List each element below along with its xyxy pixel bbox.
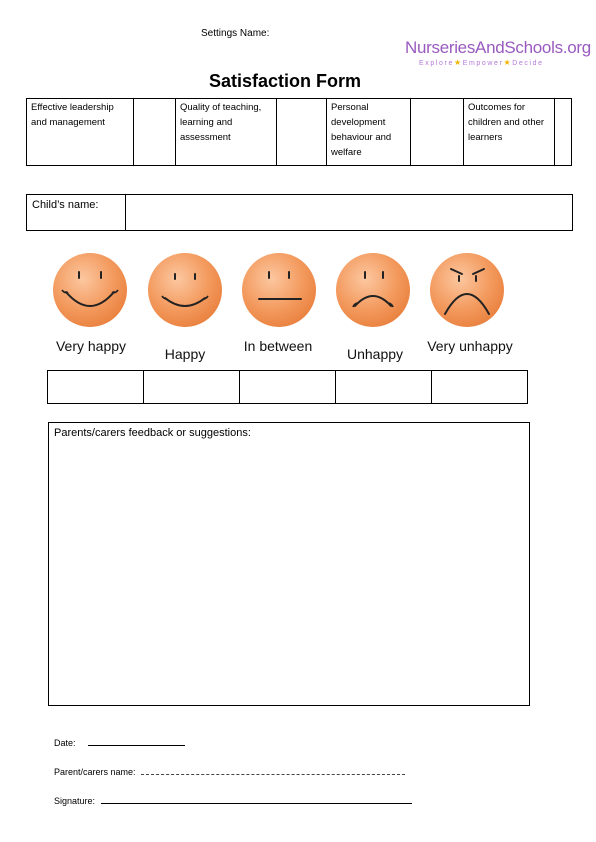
happy-face-icon	[147, 252, 223, 328]
logo-tagline: Explore★Empower★Decide	[419, 58, 544, 67]
star-icon: ★	[453, 58, 463, 67]
child-name-label: Child’s name:	[32, 199, 99, 211]
category-label: Personal development behaviour and welfare	[327, 99, 411, 166]
rating-label-happy: Happy	[164, 346, 206, 362]
feedback-field[interactable]	[48, 422, 530, 706]
category-checkbox[interactable]	[555, 99, 572, 166]
star-icon: ★	[503, 58, 513, 67]
rating-label-very-happy: Very happy	[55, 338, 127, 354]
parent-name-field[interactable]	[54, 766, 405, 777]
rating-label-very-unhappy: Very unhappy	[427, 338, 513, 354]
feedback-label: Parents/carers feedback or suggestions:	[54, 427, 251, 439]
date-field[interactable]	[54, 737, 185, 748]
rating-box-in-between[interactable]	[240, 371, 336, 404]
category-label: Effective leadership and management	[27, 99, 134, 166]
very-unhappy-face-icon	[429, 252, 505, 328]
date-line[interactable]	[88, 737, 185, 746]
category-label: Outcomes for children and other learners	[464, 99, 555, 166]
parent-name-label: Parent/carers name:	[54, 767, 136, 777]
rating-label-unhappy: Unhappy	[346, 346, 404, 362]
very-happy-face-icon	[52, 252, 128, 328]
signature-field[interactable]	[54, 795, 412, 806]
rating-faces	[52, 252, 512, 332]
category-checkbox[interactable]	[411, 99, 464, 166]
rating-box-very-happy[interactable]	[48, 371, 144, 404]
logo-name: NurseriesAndSchools.org	[405, 38, 591, 57]
logo	[405, 38, 591, 68]
child-name-row	[26, 194, 573, 231]
unhappy-face-icon	[335, 252, 411, 328]
category-checkbox[interactable]	[134, 99, 176, 166]
page-title: Satisfaction Form	[208, 71, 362, 91]
rating-box-unhappy[interactable]	[336, 371, 432, 404]
neutral-face-icon	[241, 252, 317, 328]
child-name-field[interactable]	[126, 195, 572, 230]
rating-label-in-between: In between	[243, 338, 313, 354]
date-label: Date:	[54, 738, 76, 748]
rating-box-happy[interactable]	[144, 371, 240, 404]
parent-name-line[interactable]	[141, 766, 405, 775]
category-label: Quality of teaching, learning and assessment	[176, 99, 277, 166]
rating-boxes	[47, 370, 528, 404]
signature-line[interactable]	[101, 795, 412, 804]
signature-label: Signature:	[54, 796, 96, 806]
settings-name-label: Settings Name:	[201, 28, 270, 39]
category-table	[26, 98, 572, 166]
rating-box-very-unhappy[interactable]	[432, 371, 528, 404]
category-checkbox[interactable]	[277, 99, 327, 166]
